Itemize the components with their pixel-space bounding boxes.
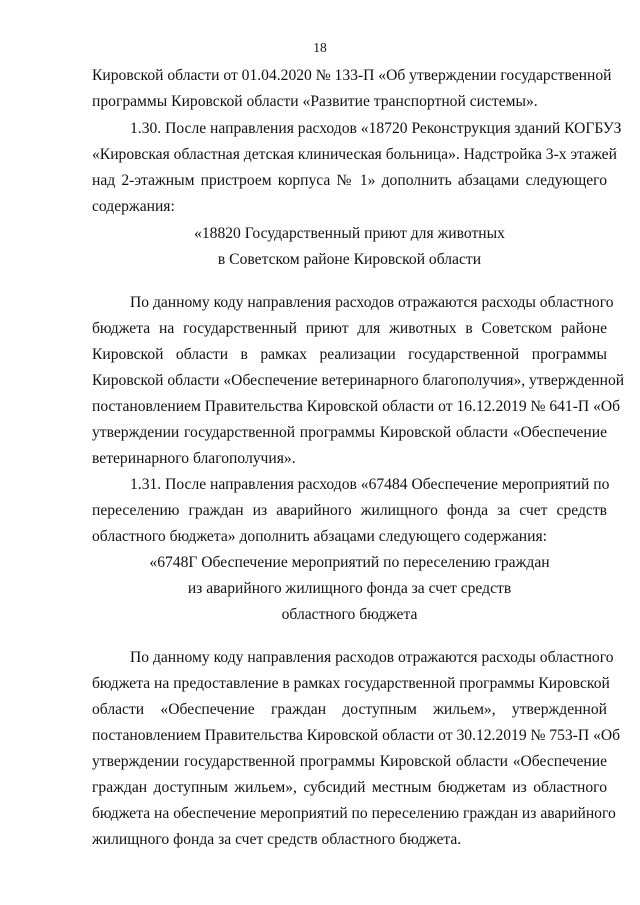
text-line: утверждении государственной программы Кировской области «Обеспечение — [92, 424, 607, 441]
heading-line: «18820 Государственный приют для животных — [194, 225, 505, 242]
text-line: постановлением Правительства Кировской области от 16.12.2019 № 641-П «Об — [92, 398, 621, 415]
text-line: граждан доступным жильем», субсидий местным бюджетам из областного — [92, 779, 607, 796]
text-line: жилищного фонда за счет средств областного бюджета. — [92, 831, 462, 848]
text-line: Кировской области в рамках реализации государственной программы — [92, 346, 607, 363]
text-line: бюджета на предоставление в рамках государственной программы Кировской — [92, 675, 610, 692]
heading-line: из аварийного жилищного фонда за счет средств — [187, 580, 512, 597]
text-line: программы Кировской области «Развитие транспортной системы». — [92, 93, 538, 110]
heading-line: в Советском районе Кировской области — [217, 251, 482, 268]
heading-line: «6748Г Обеспечение мероприятий по переселению граждан — [149, 554, 550, 571]
text-line: Кировской области от 01.04.2020 № 133-П «Об утверждении государственной — [92, 67, 612, 84]
text-line: содержания: — [92, 198, 175, 215]
text-line: областного бюджета» дополнить абзацами следующего содержания: — [92, 528, 547, 545]
text-line: ветеринарного благополучия». — [92, 450, 296, 467]
text-line: постановлением Правительства Кировской области от 30.12.2019 № 753-П «Об — [92, 727, 621, 744]
text-line: По данному коду направления расходов отражаются расходы областного — [130, 649, 614, 666]
text-line: 1.31. После направления расходов «67484 Обеспечение мероприятий по — [130, 476, 610, 493]
text-line: По данному коду направления расходов отражаются расходы областного — [130, 294, 614, 311]
page-number: 18 — [313, 40, 327, 55]
text-line: Кировской области «Обеспечение ветеринарного благополучия», утвержденной — [92, 372, 625, 389]
heading-line: областного бюджета — [281, 606, 418, 623]
text-line: бюджета на государственный приют для животных в Советском районе — [92, 320, 607, 337]
text-line: области «Обеспечение граждан доступным жильем», утвержденной — [92, 701, 607, 718]
text-line: 1.30. После направления расходов «18720 Реконструкция зданий КОГБУЗ — [130, 120, 622, 137]
text-line: переселению граждан из аварийного жилищного фонда за счет средств — [92, 502, 607, 519]
text-line: бюджета на обеспечение мероприятий по переселению граждан из аварийного — [92, 805, 616, 822]
text-line: утверждении государственной программы Кировской области «Обеспечение — [92, 753, 607, 770]
text-line: над 2-этажным пристроем корпуса № 1» дополнить абзацами следующего — [92, 172, 607, 189]
text-line: «Кировская областная детская клиническая больница». Надстройка 3-х этажей — [92, 146, 617, 163]
